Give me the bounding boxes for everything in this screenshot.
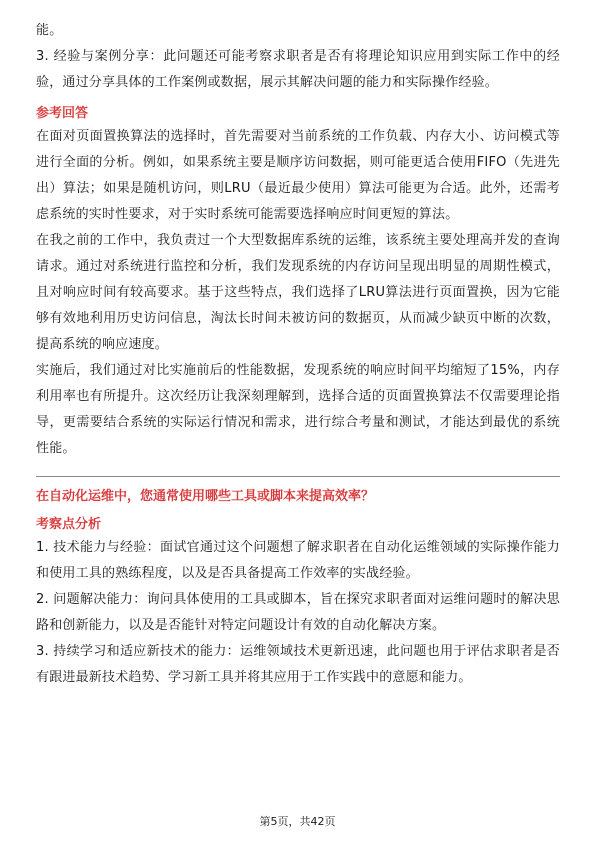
analysis-point-3: 3. 持续学习和适应新技术的能力：运维领域技术更新迅速，此问题也用于评估求职者是否有跟进最新技术趋势、学习新工具并将其应用于工作实践中的意愿和能力。 — [36, 644, 560, 685]
document-body — [36, 18, 560, 691]
analysis-point-1: 1. 技术能力与经验：面试官通过这个问题想了解求职者在自动化运维领域的实际操作能力和使用工具的熟练程度，以及是否具备提高工作效率的实战经验。 — [36, 540, 560, 581]
analysis-label: 考察点分析 — [36, 517, 102, 532]
page-number: 第5页，共42页 — [259, 815, 336, 828]
answer-paragraph-2: 在我之前的工作中，我负责过一个大型数据库系统的运维，该系统主要处理高并发的查询请求。通过对系统进行监控和分析，我们发现系统的内存访问呈现出明显的周期性模式，且对响应时间有较高要求。基于这些特点，我们选择了LRU算法进行页面置换，因为它能够有效地利用历史访问信息，淘汰长时间未被访问的数据页，从而减少缺页中断的次数，提高系统的响应速度。 — [36, 233, 560, 352]
continued-text: 能。 — [36, 23, 63, 38]
section-divider — [36, 476, 560, 477]
analysis-point-3-prev: 3. 经验与案例分享：此问题还可能考察求职者是否有将理论知识应用到实际工作中的经验，通过分享具体的工作案例或数据，展示其解决问题的能力和实际操作经验。 — [36, 49, 560, 90]
answer-paragraph-3: 实施后，我们通过对比实施前后的性能数据，发现系统的响应时间平均缩短了15%，内存利用率也有所提升。这次经历让我深刻理解到，选择合适的页面置换算法不仅需要理论指导，更需要结合系统的实际运行情况和需求，进行综合考量和测试，才能达到最优的系统性能。 — [36, 363, 560, 456]
answer-label: 参考回答 — [36, 106, 89, 121]
answer-paragraph-1: 在面对页面置换算法的选择时，首先需要对当前系统的工作负载、内存大小、访问模式等进行全面的分析。例如，如果系统主要是顺序访问数据，则可能更适合使用FIFO（先进先出）算法；如果是随机访问，则LRU（最近最少使用）算法可能更为合适。此外，还需考虑系统的实时性要求，对于实时系统可能需要选择响应时间更短的算法。 — [36, 129, 560, 222]
analysis-point-2: 2. 问题解决能力：询问具体使用的工具或脚本，旨在探究求职者面对运维问题时的解决思路和创新能力，以及是否能针对特定问题设计有效的自动化解决方案。 — [36, 592, 560, 633]
question-heading: 在自动化运维中，您通常使用哪些工具或脚本来提高效率？ — [36, 489, 375, 504]
